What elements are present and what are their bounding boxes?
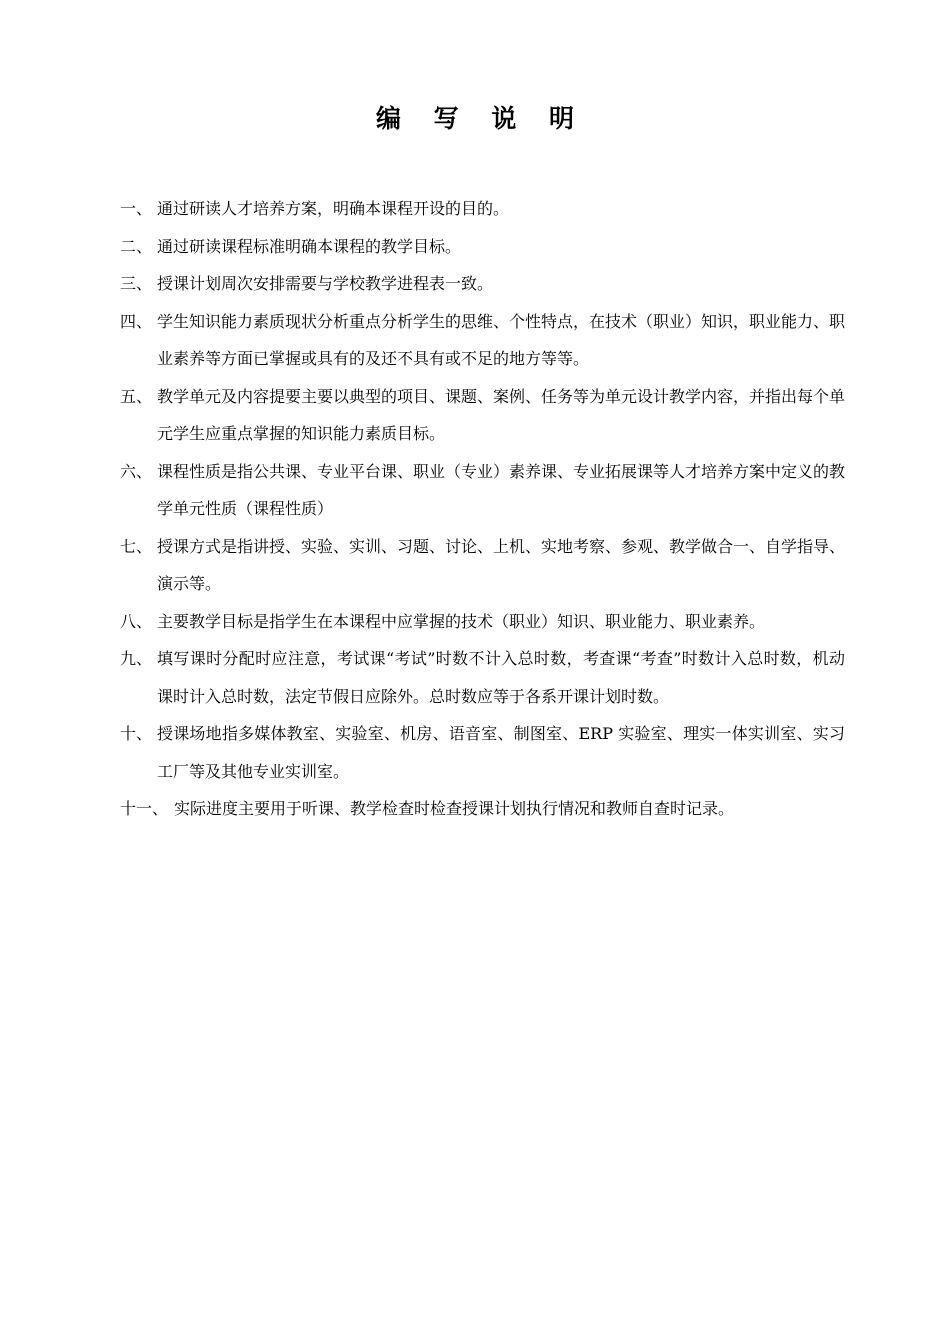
item-number: 五、 — [120, 386, 153, 406]
item-number: 二、 — [120, 236, 153, 256]
list-item — [120, 640, 845, 715]
list-item — [120, 790, 845, 828]
item-number: 十一、 — [120, 799, 169, 818]
item-text: 授课计划周次安排需要与学校教学进程表一致。 — [157, 274, 494, 293]
item-number: 十、 — [120, 724, 153, 743]
instruction-list — [120, 190, 845, 828]
list-item — [120, 715, 845, 790]
item-number: 六、 — [120, 461, 153, 481]
list-item — [120, 228, 845, 266]
item-text: 通过研读人才培养方案，明确本课程开设的目的。 — [157, 199, 510, 218]
item-text: 教学单元及内容提要主要以典型的项目、课题、案例、任务等为单元设计教学内容，并指出每个单元学生应重点掌握的知识能力素质目标。 — [157, 386, 846, 443]
list-item — [120, 378, 845, 453]
list-item — [120, 265, 845, 303]
item-text: 学生知识能力素质现状分析重点分析学生的思维、个性特点，在技术（职业）知识，职业能力、职业素养等方面已掌握或具有的及还不具有或不足的地方等等。 — [157, 311, 846, 368]
item-number: 八、 — [120, 611, 153, 631]
list-item — [120, 303, 845, 378]
list-item — [120, 528, 845, 603]
item-number: 七、 — [120, 536, 153, 556]
item-number: 三、 — [120, 274, 153, 293]
item-text: 通过研读课程标准明确本课程的教学目标。 — [157, 236, 462, 256]
item-number: 九、 — [120, 649, 153, 668]
item-text: 实际进度主要用于听课、教学检查时检查授课计划执行情况和教师自查时记录。 — [174, 799, 735, 818]
item-number: 四、 — [120, 311, 153, 331]
item-text: 主要教学目标是指学生在本课程中应掌握的技术（职业）知识、职业能力、职业素养。 — [157, 611, 766, 631]
list-item — [120, 453, 845, 528]
list-item — [120, 190, 845, 228]
page-title: 编 写 说 明 — [375, 104, 587, 133]
item-text: 授课方式是指讲授、实验、实训、习题、讨论、上机、实地考察、参观、教学做合一、自学指导、演示等。 — [157, 536, 846, 593]
list-item — [120, 603, 845, 641]
item-text: 填写课时分配时应注意，考试课“考试”时数不计入总时数，考查课“考查”时数计入总时数，机动课时计入总时数，法定节假日应除外。总时数应等于各系开课计划时数。 — [157, 649, 845, 706]
item-text: 课程性质是指公共课、专业平台课、职业（专业）素养课、专业拓展课等人才培养方案中定义的教学单元性质（课程性质） — [157, 461, 846, 518]
item-text: 授课场地指多媒体教室、实验室、机房、语音室、制图室、ERP 实验室、理实一体实训室、实习工厂等及其他专业实训室。 — [157, 724, 845, 781]
item-number: 一、 — [120, 199, 153, 218]
